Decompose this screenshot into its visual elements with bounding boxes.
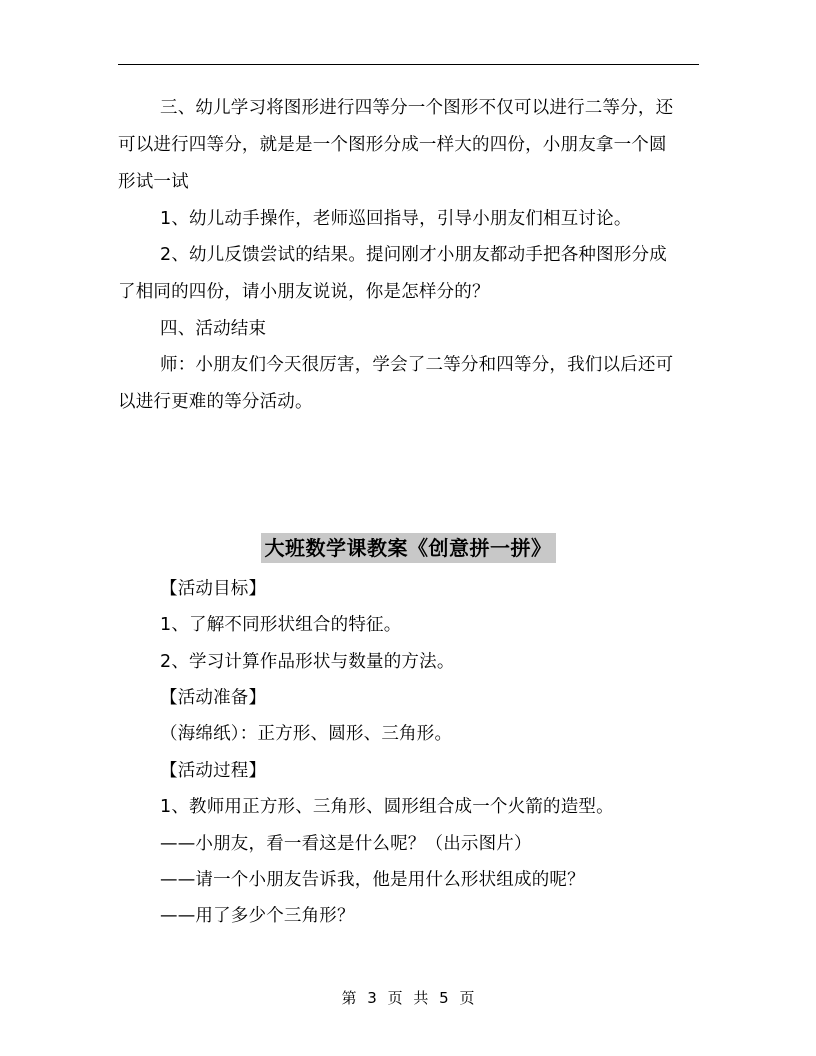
lesson-line: ——请一个小朋友告诉我，他是用什么形状组成的呢？	[160, 870, 585, 890]
section-heading: 四、活动结束	[160, 319, 267, 339]
paragraph-line: 以进行更难的等分活动。	[118, 392, 313, 412]
paragraph-line: 可以进行四等分，就是是一个图形分成一样大的四份，小朋友拿一个圆	[118, 135, 667, 155]
lesson-line: 2、学习计算作品形状与数量的方法。	[160, 652, 455, 672]
lesson-line: 【活动准备】	[160, 688, 267, 708]
lesson-line: 【活动过程】	[160, 761, 267, 781]
page-footer: 第 3 页 共 5 页	[341, 989, 475, 1007]
header-rule	[118, 64, 699, 65]
lesson-line: ——用了多少个三角形？	[160, 906, 355, 926]
lesson-line: 1、了解不同形状组合的特征。	[160, 615, 402, 635]
lesson-line: （海绵纸）：正方形、圆形、三角形。	[160, 724, 453, 744]
paragraph-line: 形试一试	[118, 172, 189, 192]
lesson-line: 1、教师用正方形、三角形、圆形组合成一个火箭的造型。	[160, 797, 614, 817]
lesson-line: ——小朋友，看一看这是什么呢？（出示图片）	[160, 834, 532, 854]
paragraph-line: 1、幼儿动手操作，老师巡回指导，引导小朋友们相互讨论。	[160, 209, 632, 229]
lesson-title: 大班数学课教案《创意拼一拼》	[261, 533, 556, 563]
paragraph-line: 三、幼儿学习将图形进行四等分一个图形不仅可以进行二等分，还	[160, 98, 674, 118]
lesson-title-wrap	[0, 533, 816, 563]
paragraph-line: 师：小朋友们今天很厉害，学会了二等分和四等分，我们以后还可	[160, 355, 674, 375]
paragraph-line: 了相同的四份，请小朋友说说，你是怎样分的？	[118, 282, 490, 302]
paragraph-line: 2、幼儿反馈尝试的结果。提问刚才小朋友都动手把各种图形分成	[160, 245, 667, 265]
lesson-line: 【活动目标】	[160, 579, 267, 599]
